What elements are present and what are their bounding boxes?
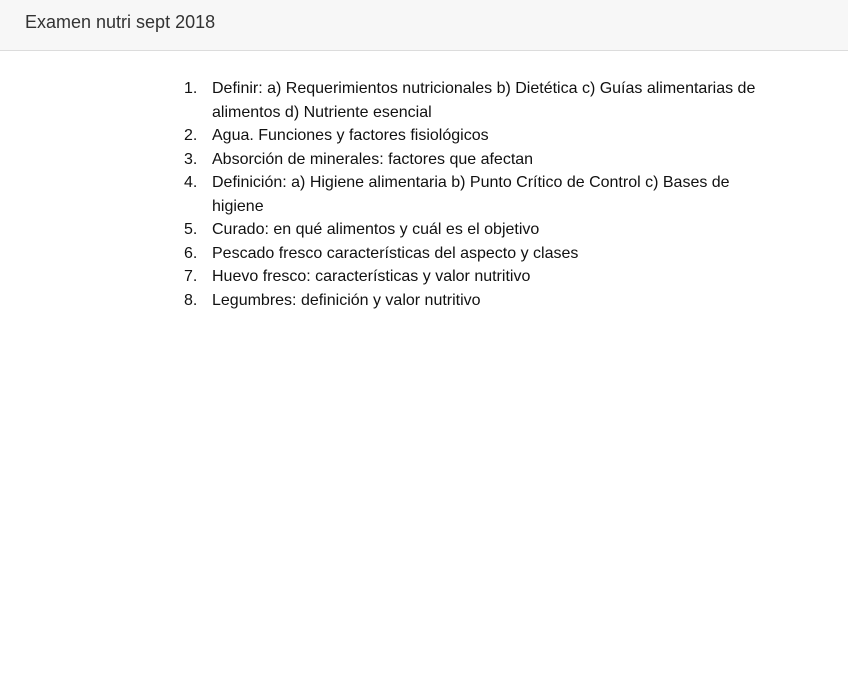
list-item-text: Agua. Funciones y factores fisiológicos: [212, 127, 489, 144]
list-item-text: Pescado fresco características del aspecto y clases: [212, 244, 579, 262]
list-item-number: 1.: [184, 80, 198, 97]
title-bar: [0, 0, 848, 51]
list-item-number: 6.: [184, 244, 198, 262]
list-item: [184, 171, 784, 218]
list-item-text: Huevo fresco: características y valor nutritivo: [212, 268, 531, 285]
list-item-number: 2.: [184, 127, 198, 144]
list-item: [184, 148, 784, 172]
list-item: [184, 77, 784, 124]
document-title: Examen nutri sept 2018: [25, 12, 216, 32]
list-item: [184, 265, 784, 289]
list-item-number: 4.: [184, 174, 198, 191]
list-item-text: Legumbres: definición y valor nutritivo: [212, 291, 481, 309]
list-item-text: Definición: a) Higiene alimentaria b) Punto Crítico de Control c) Bases de higiene: [212, 174, 730, 215]
list-item-number: 5.: [184, 221, 198, 238]
list-item: [184, 218, 784, 242]
list-item-number: 3.: [184, 150, 198, 168]
list-item-text: Curado: en qué alimentos y cuál es el objetivo: [212, 221, 540, 238]
list-item-number: 8.: [184, 291, 198, 309]
list-item-number: 7.: [184, 268, 198, 285]
list-item: [184, 242, 784, 266]
list-item-text: Definir: a) Requerimientos nutricionales b) Dietética c) Guías alimentarias de alimentos d) Nutriente esencial: [212, 80, 756, 121]
question-list: [184, 77, 784, 312]
list-item: [184, 289, 784, 313]
list-item-text: Absorción de minerales: factores que afectan: [212, 150, 534, 168]
list-item: [184, 124, 784, 148]
